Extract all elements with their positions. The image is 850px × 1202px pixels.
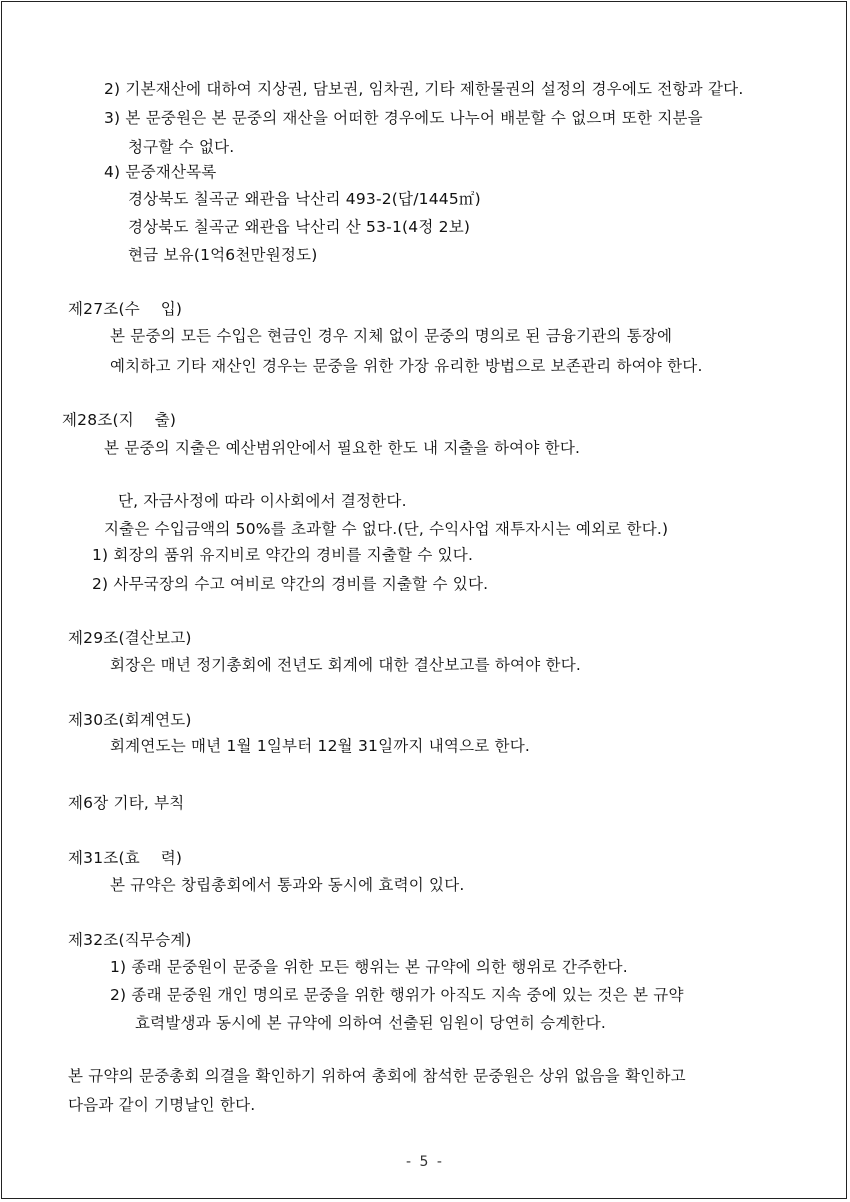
asset-item-2: 경상북도 칠곡군 왜관읍 낙산리 산 53-1(4정 2보) bbox=[128, 218, 471, 236]
page-number: - 5 - bbox=[406, 1154, 444, 1170]
art32-item2-line1: 2) 종래 문중원 개인 명의로 문중을 위한 행위가 아직도 지속 중에 있는 것은 본 규약 bbox=[110, 986, 684, 1004]
art26-item2: 2) 기본재산에 대하여 지상권, 담보권, 임차권, 기타 제한물권의 설정의 경우에도 전항과 같다. bbox=[104, 80, 744, 98]
closing-line2: 다음과 같이 기명날인 한다. bbox=[68, 1096, 256, 1114]
art27-body-line1: 본 문중의 모든 수입은 현금인 경우 지체 없이 문중의 명의로 된 금융기관의 통장에 bbox=[110, 327, 673, 345]
art28-title: 제28조(지 출) bbox=[62, 411, 177, 429]
art26-item3-line2: 청구할 수 없다. bbox=[128, 138, 235, 156]
art31-title: 제31조(효 력) bbox=[68, 849, 183, 867]
art28-item2: 2) 사무국장의 수고 여비로 약간의 경비를 지출할 수 있다. bbox=[92, 575, 489, 593]
art28-note: 단, 자금사정에 따라 이사회에서 결정한다. bbox=[118, 492, 407, 510]
chapter6-title: 제6장 기타, 부칙 bbox=[68, 794, 185, 812]
art28-body: 본 문중의 지출은 예산범위안에서 필요한 한도 내 지출을 하여야 한다. bbox=[104, 439, 581, 457]
art27-body-line2: 예치하고 기타 재산인 경우는 문중을 위한 가장 유리한 방법으로 보존관리 하여야 한다. bbox=[110, 357, 703, 375]
art31-body: 본 규약은 창립총회에서 통과와 동시에 효력이 있다. bbox=[110, 876, 465, 894]
asset-item-1: 경상북도 칠곡군 왜관읍 낙산리 493-2(답/1445㎡) bbox=[128, 190, 481, 208]
art32-item2-line2: 효력발생과 동시에 본 규약에 의하여 선출된 임원이 당연히 승계한다. bbox=[135, 1014, 606, 1032]
art27-title: 제27조(수 입) bbox=[68, 300, 183, 318]
art29-title: 제29조(결산보고) bbox=[68, 629, 192, 647]
art30-title: 제30조(회계연도) bbox=[68, 711, 192, 729]
art30-body: 회계연도는 매년 1월 1일부터 12월 31일까지 내역으로 한다. bbox=[110, 737, 531, 755]
art26-item4-title: 4) 문중재산목록 bbox=[104, 163, 217, 181]
art32-item1: 1) 종래 문중원이 문중을 위한 모든 행위는 본 규약에 의한 행위로 간주한다. bbox=[110, 958, 628, 976]
asset-item-3: 현금 보유(1억6천만원정도) bbox=[128, 246, 318, 264]
art28-item1: 1) 회장의 품위 유지비로 약간의 경비를 지출할 수 있다. bbox=[92, 546, 474, 564]
art32-title: 제32조(직무승계) bbox=[68, 931, 192, 949]
closing-line1: 본 규약의 문중총회 의결을 확인하기 위하여 총회에 참석한 문중원은 상위 없음을 확인하고 bbox=[68, 1067, 686, 1085]
art28-limit: 지출은 수입금액의 50%를 초과할 수 없다.(단, 수익사업 재투자시는 예외로 한다.) bbox=[104, 520, 669, 538]
art29-body: 회장은 매년 정기총회에 전년도 회계에 대한 결산보고를 하여야 한다. bbox=[110, 656, 581, 674]
art26-item3-line1: 3) 본 문중원은 본 문중의 재산을 어떠한 경우에도 나누어 배분할 수 없으며 또한 지분을 bbox=[104, 109, 703, 127]
